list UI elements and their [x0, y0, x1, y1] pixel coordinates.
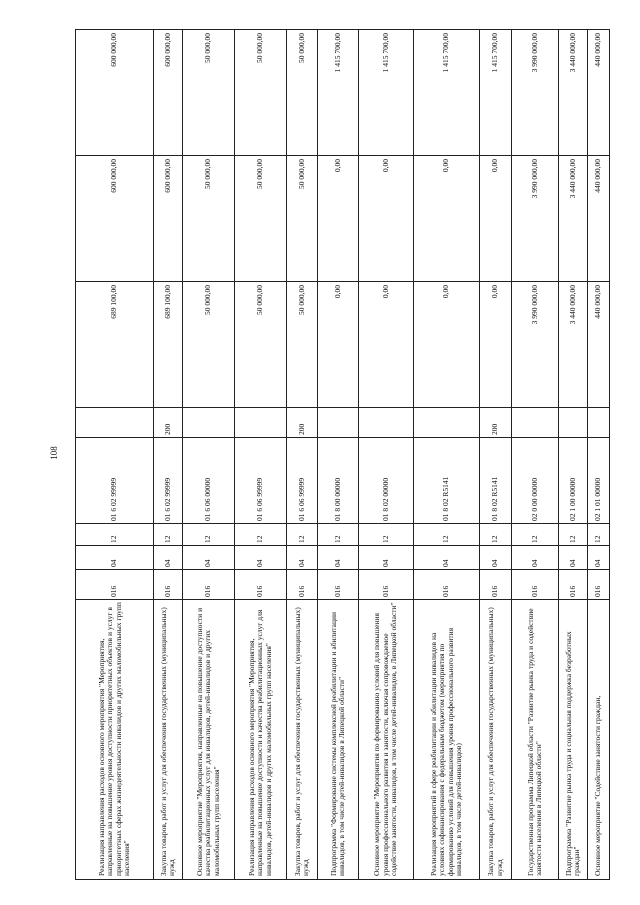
ministry-code: 016 — [154, 570, 183, 600]
section-code: 04 — [480, 546, 512, 570]
amount-col-2: 3 990 000,00 — [512, 156, 559, 282]
target-article-code: 01 6 06 99999 — [287, 438, 318, 524]
row-description: Основное мероприятие "Мероприятия по формированию условий для повышения уровня профессионального развития и занятости, включая сопровождаемое содействие занятости, инвалидов, в том числе детей-инвалидов, в Липецкой области" — [359, 600, 414, 880]
table-row — [588, 30, 610, 880]
amount-col-3: 600 000,00 — [76, 30, 154, 156]
amount-col-2: 50 000,00 — [235, 156, 287, 282]
expense-kind-code — [76, 408, 154, 438]
table-row — [559, 30, 588, 880]
amount-col-2: 600 000,00 — [154, 156, 183, 282]
table-row — [154, 30, 183, 880]
amount-col-3: 50 000,00 — [235, 30, 287, 156]
subsection-code: 12 — [318, 524, 359, 546]
amount-col-3: 1 415 700,00 — [480, 30, 512, 156]
amount-col-1: 3 990 000,00 — [512, 282, 559, 408]
amount-col-1: 0,00 — [480, 282, 512, 408]
section-code: 04 — [287, 546, 318, 570]
target-article-code: 01 8 02 R5141 — [414, 438, 480, 524]
table-row — [480, 30, 512, 880]
subsection-code: 12 — [359, 524, 414, 546]
amount-col-1: 0,00 — [414, 282, 480, 408]
section-code: 04 — [154, 546, 183, 570]
table-row — [76, 30, 154, 880]
ministry-code: 016 — [76, 570, 154, 600]
ministry-code: 016 — [414, 570, 480, 600]
amount-col-3: 3 990 000,00 — [512, 30, 559, 156]
amount-col-3: 600 000,00 — [154, 30, 183, 156]
ministry-code: 016 — [512, 570, 559, 600]
amount-col-2: 0,00 — [480, 156, 512, 282]
rotated-table-container — [75, 30, 603, 880]
row-description: Основное мероприятие "Мероприятия, направленные на повышение доступности и качества реабилитационных услуг для инвалидов, детей-инвалидов и других маломобильных групп населения" — [183, 600, 235, 880]
subsection-code: 12 — [414, 524, 480, 546]
row-description: Закупка товаров, работ и услуг для обеспечения государственных (муниципальных) нужд — [154, 600, 183, 880]
subsection-code: 12 — [588, 524, 610, 546]
subsection-code: 12 — [183, 524, 235, 546]
section-code: 04 — [183, 546, 235, 570]
table-row — [183, 30, 235, 880]
amount-col-1: 50 000,00 — [235, 282, 287, 408]
amount-col-1: 50 000,00 — [287, 282, 318, 408]
amount-col-2: 0,00 — [414, 156, 480, 282]
row-description: Основное мероприятие "Содействие занятости граждан, — [588, 600, 610, 880]
amount-col-2: 0,00 — [359, 156, 414, 282]
amount-col-3: 3 440 000,00 — [559, 30, 588, 156]
amount-col-1: 0,00 — [359, 282, 414, 408]
section-code: 04 — [414, 546, 480, 570]
page-number: 108 — [49, 446, 59, 460]
table-row — [359, 30, 414, 880]
expense-kind-code: 200 — [480, 408, 512, 438]
section-code: 04 — [318, 546, 359, 570]
expense-kind-code — [359, 408, 414, 438]
subsection-code: 12 — [480, 524, 512, 546]
target-article-code: 01 8 02 R5141 — [480, 438, 512, 524]
table-row — [287, 30, 318, 880]
ministry-code: 016 — [183, 570, 235, 600]
amount-col-1: 689 100,00 — [154, 282, 183, 408]
subsection-code: 12 — [559, 524, 588, 546]
amount-col-3: 440 000,00 — [588, 30, 610, 156]
ministry-code: 016 — [359, 570, 414, 600]
section-code: 04 — [359, 546, 414, 570]
amount-col-1: 440 000,00 — [588, 282, 610, 408]
subsection-code: 12 — [287, 524, 318, 546]
budget-table — [75, 29, 610, 880]
target-article-code: 01 8 02 00000 — [359, 438, 414, 524]
amount-col-2: 600 000,00 — [76, 156, 154, 282]
target-article-code: 02 1 01 00000 — [588, 438, 610, 524]
amount-col-2: 3 440 000,00 — [559, 156, 588, 282]
row-description: Реализация направления расходов основного мероприятия "Мероприятия, направленные на повышение уровня доступности приоритетных объектов и услуг в приоритетных сферах жизнедеятельности инвалидов и других маломобильных групп населения" — [76, 600, 154, 880]
expense-kind-code — [512, 408, 559, 438]
ministry-code: 016 — [559, 570, 588, 600]
amount-col-2: 50 000,00 — [183, 156, 235, 282]
target-article-code: 01 6 02 99999 — [76, 438, 154, 524]
ministry-code: 016 — [588, 570, 610, 600]
amount-col-2: 0,00 — [318, 156, 359, 282]
section-code: 04 — [559, 546, 588, 570]
amount-col-2: 50 000,00 — [287, 156, 318, 282]
row-description: Подпрограмма "Развитие рынка труда и социальная поддержка безработных граждан" — [559, 600, 588, 880]
amount-col-1: 689 100,00 — [76, 282, 154, 408]
target-article-code: 01 6 02 99999 — [154, 438, 183, 524]
row-description: Закупка товаров, работ и услуг для обеспечения государственных (муниципальных) нужд — [480, 600, 512, 880]
row-description: Закупка товаров, работ и услуг для обеспечения государственных (муниципальных) нужд — [287, 600, 318, 880]
budget-table-area — [75, 30, 603, 880]
target-article-code: 02 0 00 00000 — [512, 438, 559, 524]
subsection-code: 12 — [235, 524, 287, 546]
expense-kind-code — [559, 408, 588, 438]
expense-kind-code: 200 — [287, 408, 318, 438]
table-row — [414, 30, 480, 880]
table-row — [512, 30, 559, 880]
ministry-code: 016 — [318, 570, 359, 600]
target-article-code: 01 6 06 99999 — [235, 438, 287, 524]
ministry-code: 016 — [287, 570, 318, 600]
amount-col-3: 50 000,00 — [287, 30, 318, 156]
amount-col-2: 440 000,00 — [588, 156, 610, 282]
section-code: 04 — [588, 546, 610, 570]
expense-kind-code — [235, 408, 287, 438]
section-code: 04 — [235, 546, 287, 570]
table-row — [235, 30, 287, 880]
row-description: Подпрограмма "Формирование системы комплексной реабилитации и абилитации инвалидов, в том числе детей-инвалидов в Липецкой области" — [318, 600, 359, 880]
amount-col-1: 0,00 — [318, 282, 359, 408]
row-description: Реализация направления расходов основного мероприятия "Мероприятия, направленные на повышение доступности и качества реабилитационных услуг для инвалидов, детей-инвалидов и других маломобильных групп населения" — [235, 600, 287, 880]
expense-kind-code — [414, 408, 480, 438]
amount-col-1: 50 000,00 — [183, 282, 235, 408]
budget-table-body — [76, 30, 610, 880]
amount-col-1: 3 440 000,00 — [559, 282, 588, 408]
expense-kind-code — [318, 408, 359, 438]
amount-col-3: 1 415 700,00 — [414, 30, 480, 156]
target-article-code: 02 1 00 00000 — [559, 438, 588, 524]
amount-col-3: 50 000,00 — [183, 30, 235, 156]
expense-kind-code — [183, 408, 235, 438]
expense-kind-code: 200 — [154, 408, 183, 438]
ministry-code: 016 — [235, 570, 287, 600]
amount-col-3: 1 415 700,00 — [359, 30, 414, 156]
subsection-code: 12 — [154, 524, 183, 546]
row-description: Реализация мероприятий в сфере реабилитации и абилитации инвалидов на условиях софинансирования с федеральным бюджетом (мероприятия по формированию условий для повышения уровня профессионального развития инвалидов, в том числе детей-инвалидов) — [414, 600, 480, 880]
subsection-code: 12 — [512, 524, 559, 546]
section-code: 04 — [76, 546, 154, 570]
section-code: 04 — [512, 546, 559, 570]
subsection-code: 12 — [76, 524, 154, 546]
target-article-code: 01 6 06 00000 — [183, 438, 235, 524]
expense-kind-code — [588, 408, 610, 438]
row-description: Государственная программа Липецкой области "Развитие рынка труда и содействие занятости населения в Липецкой области" — [512, 600, 559, 880]
amount-col-3: 1 415 700,00 — [318, 30, 359, 156]
ministry-code: 016 — [480, 570, 512, 600]
target-article-code: 01 8 00 00000 — [318, 438, 359, 524]
table-row — [318, 30, 359, 880]
